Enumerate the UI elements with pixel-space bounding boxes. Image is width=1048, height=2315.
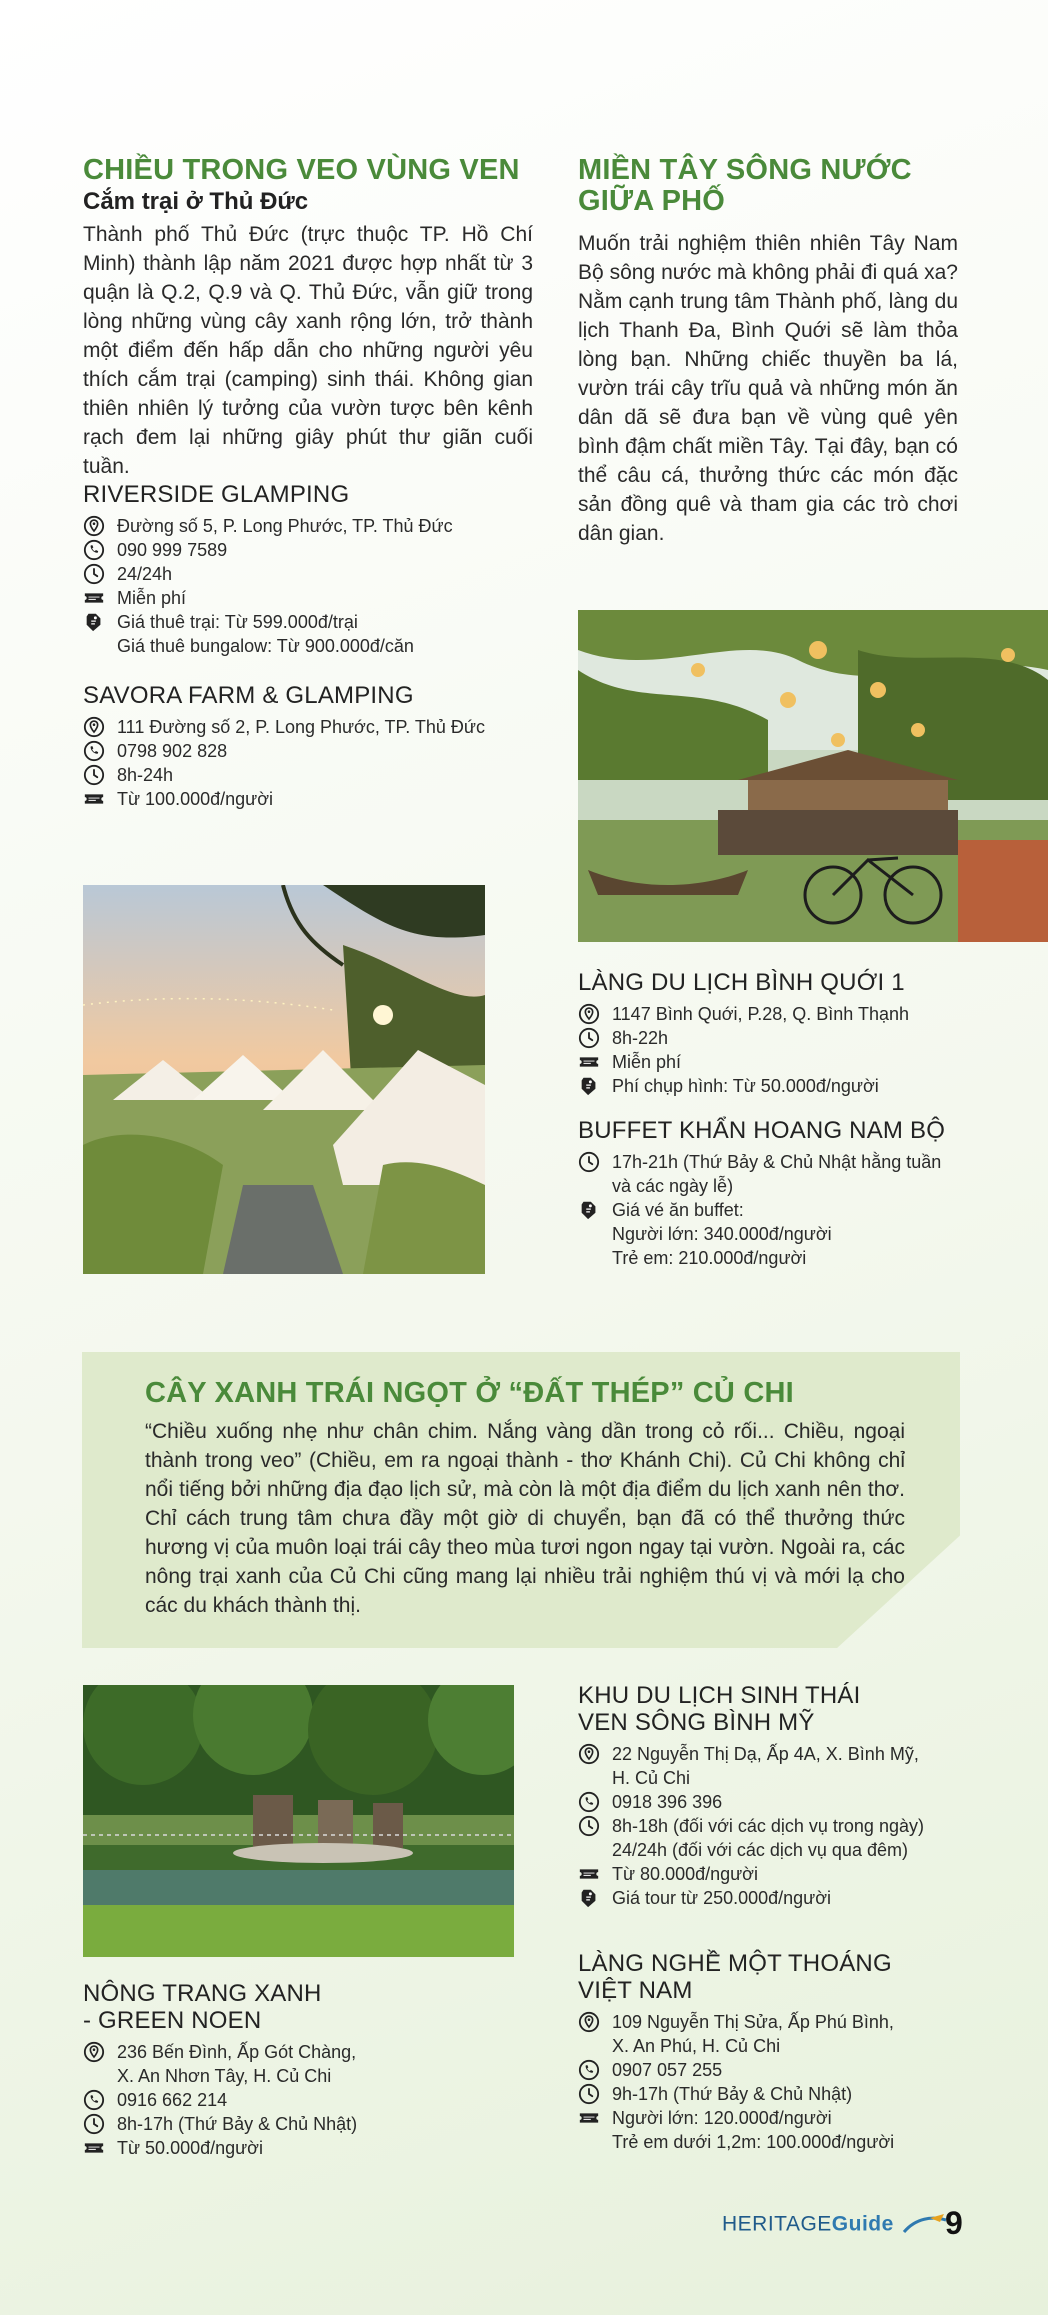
ticket-row: [83, 787, 553, 811]
heritage-guide-logo: [722, 2212, 948, 2238]
section-title: CÂY XANH TRÁI NGỌT Ở “ĐẤT THÉP” CỦ CHI: [145, 1377, 794, 1409]
ticket-text: Từ 80.000đ/người: [612, 1864, 758, 1884]
address-row: [83, 715, 553, 739]
binh-quoi-village-photo: [578, 610, 1048, 942]
price-tag-icon: [578, 1887, 600, 1909]
ticket-text: Từ 100.000đ/người: [117, 789, 273, 809]
price-tag-icon: [578, 1199, 600, 1221]
price-text: Giá tour từ 250.000đ/người: [612, 1888, 832, 1908]
clock-icon: [578, 2083, 600, 2105]
ticket-text: Miễn phí: [117, 588, 187, 608]
venue-riverside-glamping: [83, 481, 553, 658]
venue-lang-nghe-mot-thoang: [578, 1950, 1038, 2154]
price-text: Phí chụp hình: Từ 50.000đ/người: [612, 1076, 879, 1096]
hours-text: 9h-17h (Thứ Bảy & Chủ Nhật): [612, 2084, 853, 2104]
price-row: [83, 610, 553, 658]
address-text: 111 Đường số 2, P. Long Phước, TP. Thủ Đức: [117, 717, 485, 737]
phone-icon: [83, 539, 105, 561]
section-title: MIỀN TÂY SÔNG NƯỚC GIỮA PHỐ: [578, 154, 912, 217]
phone-row: [83, 538, 553, 562]
hours-row: [578, 1026, 1038, 1050]
ticket-row: [578, 1050, 1038, 1074]
clock-icon: [83, 2113, 105, 2135]
location-pin-icon: [83, 2041, 105, 2063]
hours-text: 8h-22h: [612, 1028, 669, 1048]
clock-icon: [578, 1027, 600, 1049]
ticket-icon: [578, 1051, 600, 1073]
hours-row: [83, 2112, 553, 2136]
section-title: CHIỀU TRONG VEO VÙNG VEN: [83, 154, 520, 186]
section-paragraph: “Chiều xuống nhẹ như chân chim. Nắng vàng dần trong cỏ rối... Chiều, ngoại thành trong veo” (Chiều, em ra ngoại thành - thơ Khánh Chi). Củ Chi không chỉ nổi tiếng bởi những địa đạo lịch sử, mà còn là một địa điểm du lịch xanh nên thơ. Chỉ cách trung tâm chưa đầy một giờ di chuyển, bạn đã có thể thưởng thức hương vị của muôn loại trái cây theo mùa tươi ngon ngay tại vườn. Ngoài ra, các nông trại xanh của Củ Chi cũng mang lại nhiều trải nghiệm thú vị và mới lạ cho các du khách thành thị.: [145, 1420, 905, 1617]
price-row: [578, 1886, 1038, 1910]
ticket-icon: [83, 2137, 105, 2159]
airplane-swoosh-icon: [902, 2212, 948, 2238]
address-text: 109 Nguyễn Thị Sửa, Ấp Phú Bình, X. An Phú, H. Củ Chi: [612, 2012, 894, 2056]
hours-text: 8h-24h: [117, 765, 174, 785]
page-number: 9: [945, 2205, 963, 2241]
phone-text: 0907 057 255: [612, 2060, 723, 2080]
ticket-row: [83, 2136, 553, 2160]
logo-text-guide: Guide: [831, 2212, 894, 2236]
hours-text: 8h-17h (Thứ Bảy & Chủ Nhật): [117, 2114, 358, 2134]
phone-icon: [83, 740, 105, 762]
section-paragraph: Thành phố Thủ Đức (trực thuộc TP. Hồ Chí Minh) thành lập năm 2021 được hợp nhất từ 3 quận là Q.2, Q.9 và Q. Thủ Đức, vẫn giữ trong lòng những vùng cây xanh rộng lớn, trở thành một điểm đến hấp dẫn cho những người yêu thích cắm trại (camping) sinh thái. Không gian thiên nhiên lý tưởng của vườn tược bên kênh rạch đem lại những giây phút thư giãn cuối tuần.: [83, 223, 533, 478]
ticket-row: [578, 2106, 1038, 2154]
section-subtitle: Cắm trại ở Thủ Đức: [83, 188, 309, 215]
section-binh-quoi: [578, 155, 958, 548]
phone-row: [578, 2058, 1038, 2082]
hours-row: [83, 562, 553, 586]
phone-text: 0798 902 828: [117, 741, 228, 761]
ticket-row: [578, 1862, 1038, 1886]
ticket-text: Miễn phí: [612, 1052, 682, 1072]
location-pin-icon: [578, 1003, 600, 1025]
address-row: [83, 514, 553, 538]
phone-text: 0916 662 214: [117, 2090, 228, 2110]
ticket-text: Từ 50.000đ/người: [117, 2138, 263, 2158]
ticket-icon: [83, 788, 105, 810]
address-row: [578, 2010, 1038, 2058]
price-row: [578, 1198, 1038, 1270]
location-pin-icon: [83, 515, 105, 537]
price-text: Giá thuê trại: Từ 599.000đ/trại Giá thuê bungalow: Từ 900.000đ/căn: [117, 612, 414, 656]
hours-row: [83, 763, 553, 787]
address-text: Đường số 5, P. Long Phước, TP. Thủ Đức: [117, 516, 453, 536]
phone-row: [83, 2088, 553, 2112]
hours-text: 24/24h: [117, 564, 173, 584]
logo-text-heritage: HERITAGE: [722, 2212, 832, 2236]
ticket-icon: [578, 1863, 600, 1885]
address-text: 22 Nguyễn Thị Dạ, Ấp 4A, X. Bình Mỹ, H. Củ Chi: [612, 1744, 919, 1788]
address-row: [578, 1742, 1038, 1790]
venue-binh-my: [578, 1682, 1038, 1910]
section-thu-duc: [83, 155, 533, 481]
phone-icon: [83, 2089, 105, 2111]
venue-binh-quoi-1: [578, 969, 1038, 1098]
ticket-text: Người lớn: 120.000đ/người Trẻ em dưới 1,2m: 100.000đ/người: [612, 2108, 895, 2152]
venue-name: KHU DU LỊCH SINH THÁI VEN SÔNG BÌNH MỸ: [578, 1682, 861, 1736]
venue-name: RIVERSIDE GLAMPING: [83, 481, 350, 508]
clock-icon: [578, 1815, 600, 1837]
address-row: [578, 1002, 1038, 1026]
section-paragraph: Muốn trải nghiệm thiên nhiên Tây Nam Bộ sông nước mà không phải đi quá xa? Nằm cạnh trung tâm Thành phố, làng du lịch Thanh Đa, Bình Quới sẽ làm thỏa lòng bạn. Những chiếc thuyền ba lá, vườn trái cây trĩu quả và những món ăn dân dã sẽ đưa bạn về vùng quê yên bình đậm chất miền Tây. Tại đây, bạn có thể câu cá, thưởng thức các món đặc sản đồng quê và tham gia các trò chơi dân gian.: [578, 232, 958, 545]
hours-text: 17h-21h (Thứ Bảy & Chủ Nhật hằng tuần và các ngày lễ): [612, 1152, 942, 1196]
green-farm-photo: [83, 1685, 514, 1957]
venue-green-noen: [83, 1980, 553, 2160]
glamping-tents-photo: [83, 885, 485, 1274]
location-pin-icon: [578, 1743, 600, 1765]
location-pin-icon: [83, 716, 105, 738]
price-text: Giá vé ăn buffet: Người lớn: 340.000đ/người Trẻ em: 210.000đ/người: [612, 1200, 832, 1268]
price-tag-icon: [578, 1075, 600, 1097]
phone-text: 0918 396 396: [612, 1792, 723, 1812]
hours-row: [578, 1814, 1038, 1862]
venue-buffet-khan-hoang: [578, 1117, 1038, 1270]
hours-text: 8h-18h (đối với các dịch vụ trong ngày) 24/24h (đối với các dịch vụ qua đêm): [612, 1816, 924, 1860]
clock-icon: [83, 563, 105, 585]
price-tag-icon: [83, 611, 105, 633]
location-pin-icon: [578, 2011, 600, 2033]
address-text: 236 Bến Đình, Ấp Gót Chàng, X. An Nhơn Tây, H. Củ Chi: [117, 2042, 357, 2086]
venue-savora-farm: [83, 682, 553, 811]
section-cu-chi: [145, 1378, 905, 1620]
venue-name: LÀNG DU LỊCH BÌNH QUỚI 1: [578, 969, 905, 996]
venue-name: BUFFET KHẨN HOANG NAM BỘ: [578, 1117, 946, 1144]
price-row: [578, 1074, 1038, 1098]
address-row: [83, 2040, 553, 2088]
venue-name: NÔNG TRANG XANH - GREEN NOEN: [83, 1980, 322, 2034]
phone-icon: [578, 1791, 600, 1813]
phone-row: [578, 1790, 1038, 1814]
clock-icon: [578, 1151, 600, 1173]
phone-icon: [578, 2059, 600, 2081]
venue-name: SAVORA FARM & GLAMPING: [83, 682, 414, 709]
venue-name: LÀNG NGHỀ MỘT THOÁNG VIỆT NAM: [578, 1950, 892, 2004]
ticket-icon: [578, 2107, 600, 2129]
address-text: 1147 Bình Quới, P.28, Q. Bình Thạnh: [612, 1004, 910, 1024]
phone-text: 090 999 7589: [117, 540, 228, 560]
clock-icon: [83, 764, 105, 786]
ticket-icon: [83, 587, 105, 609]
hours-row: [578, 2082, 1038, 2106]
hours-row: [578, 1150, 1038, 1198]
ticket-row: [83, 586, 553, 610]
phone-row: [83, 739, 553, 763]
